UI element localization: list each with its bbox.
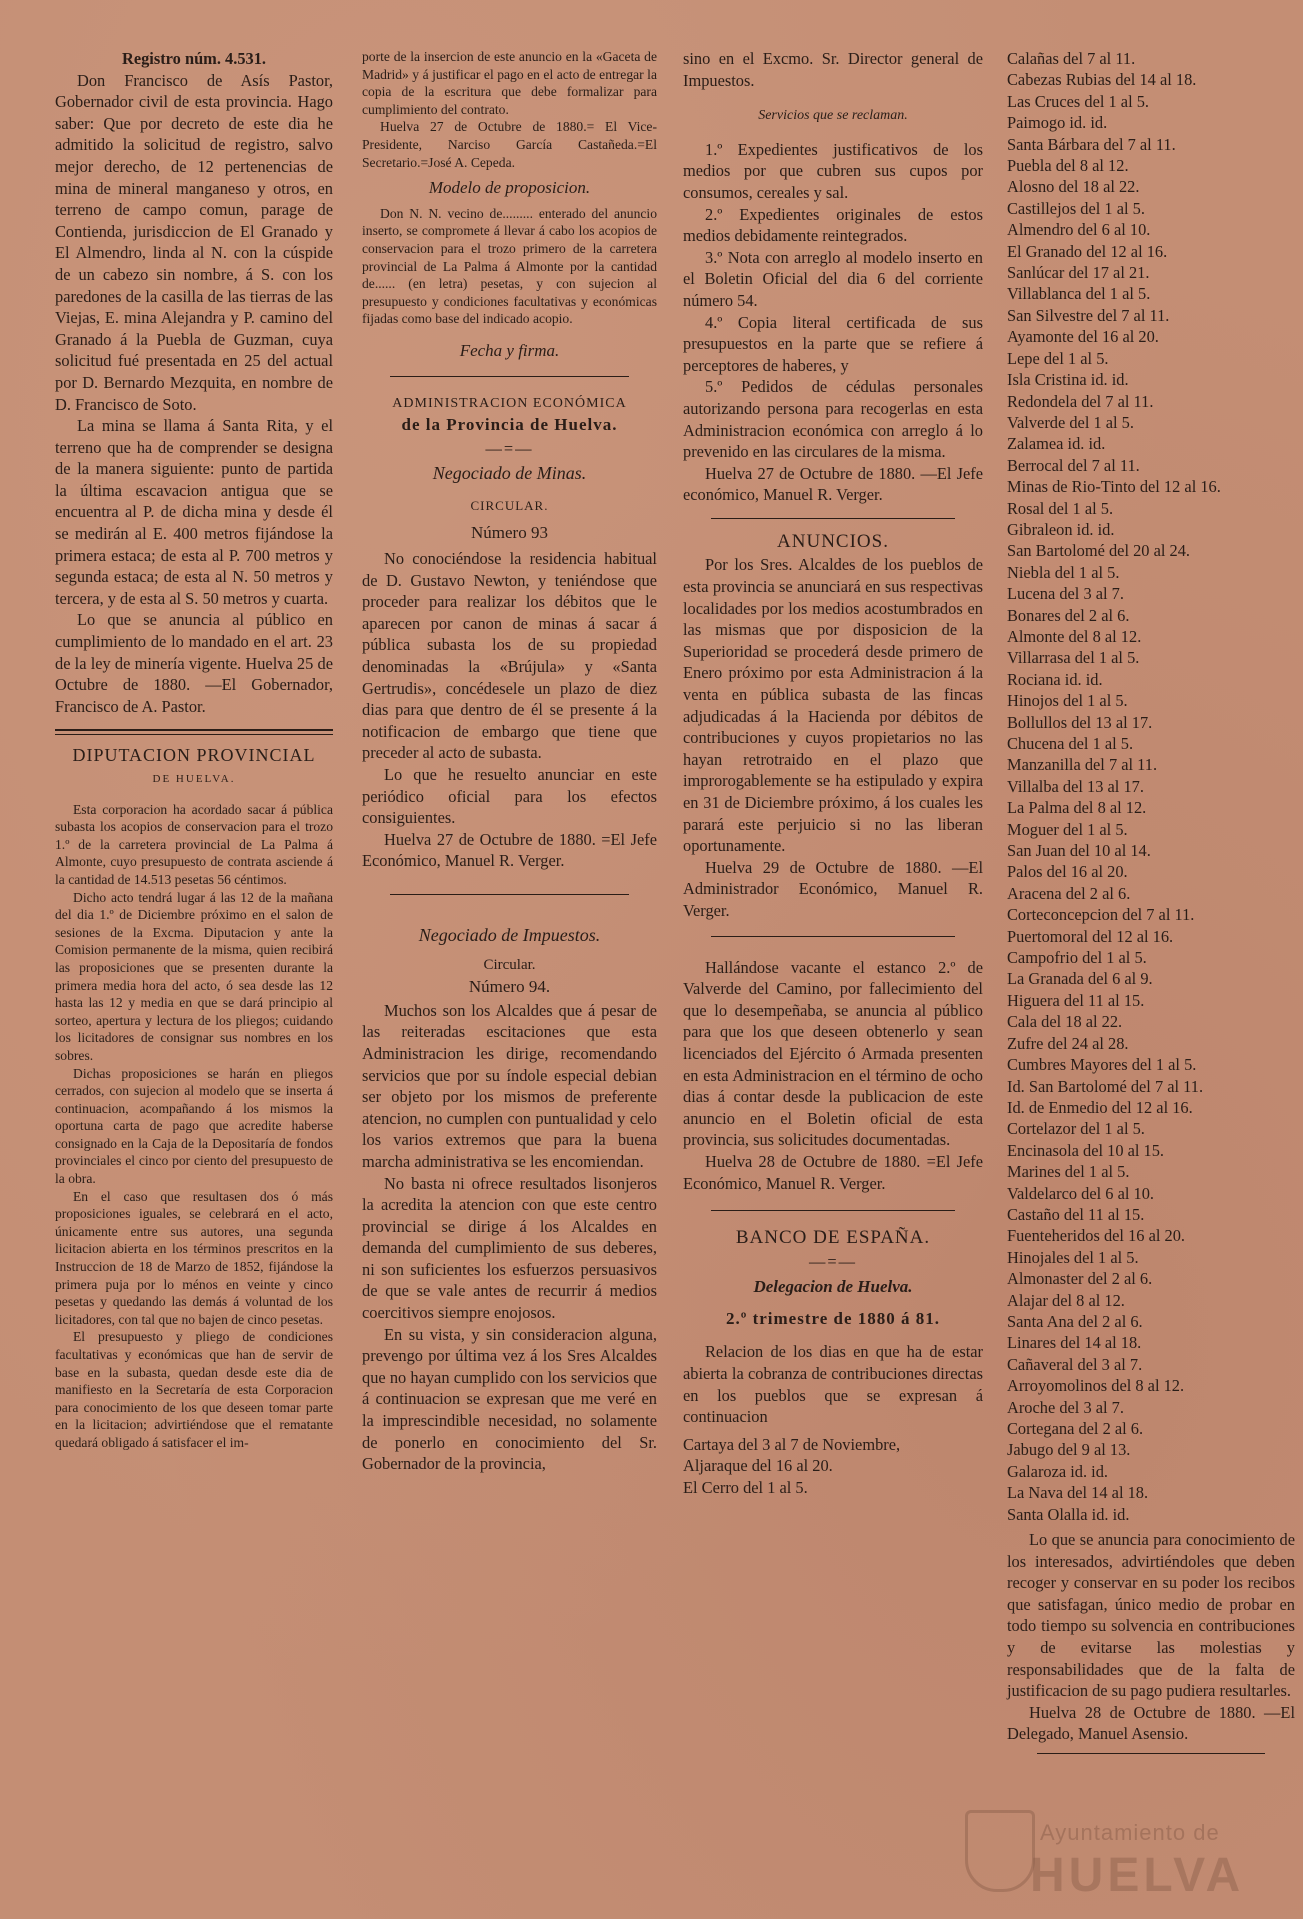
town-entry: Rociana id. id.	[1007, 669, 1103, 689]
town-entry: Almendro del 6 al 10.	[1007, 220, 1151, 240]
town-entry: Santa Ana del 2 al 6.	[1007, 1311, 1143, 1331]
divider	[390, 894, 629, 895]
column-2	[362, 48, 657, 1475]
town-entry: Sanlúcar del 17 al 21.	[1007, 263, 1150, 283]
town-entry: Higuera del 11 al 15.	[1007, 990, 1145, 1010]
town-entry: Alosno del 18 al 22.	[1007, 177, 1140, 197]
divider	[711, 1210, 955, 1211]
town-entry: Zalamea id. id.	[1007, 434, 1106, 454]
anuncia-text: Lo que se anuncia al público en cumplimiento de lo mandado en el art. 23 de la ley de minería vigente. Huelva 25 de Octubre de 1880. —El Gobernador, Francisco de A. Pastor.	[55, 610, 333, 716]
town-entry: La Nava del 14 al 18.	[1007, 1483, 1149, 1503]
town-entry: Santa Bárbara del 7 al 11.	[1007, 134, 1176, 154]
town-entry: Isla Cristina id. id.	[1007, 370, 1129, 390]
town-entry: Cala del 18 al 22.	[1007, 1012, 1123, 1032]
town-entry: Castaño del 11 al 15.	[1007, 1204, 1145, 1224]
column-1	[55, 48, 333, 1452]
town-entry: Campofrio del 1 al 5.	[1007, 948, 1147, 968]
diputacion-paragraph: El presupuesto y pliego de condiciones facultativas y económicas que han de servir de base en la subasta, quedan desde este dia de manifiesto en la Secretaría de esta Corporacion para conocimiento de los que deseen tomar parte en la licitacion; advirtiéndose que el rematante quedará obligado á satisfacer el im-	[55, 1329, 333, 1450]
town-entry: Manzanilla del 7 al 11.	[1007, 755, 1158, 775]
column-4	[1007, 48, 1295, 1754]
circular-label: Circular.	[483, 956, 536, 973]
divider	[1037, 1753, 1265, 1754]
town-entry: Cañaveral del 3 al 7.	[1007, 1354, 1143, 1374]
town-entry: Cartaya del 3 al 7 de Noviembre,	[683, 1434, 901, 1454]
servicio-item: 2.º Expedientes originales de estos medios debidamente reintegrados.	[683, 204, 983, 246]
column-3	[683, 48, 983, 1498]
servicio-item: 5.º Pedidos de cédulas personales autorizando persona para recogerlas en esta Administracion económica con arreglo á lo prevenido en las circulares de la misma.	[683, 377, 983, 462]
town-entry: Linares del 14 al 18.	[1007, 1333, 1142, 1353]
impuestos-paragraph: Muchos son los Alcaldes que á pesar de las reiteradas escitaciones que esta Administracion les dirige, recomendando servicios que por su índole especial debian ser objeto por los mismos de preferente atencion, no cumplen con puntualidad y celo los varios extremos que para la buena marcha administrativa se les encomiendan.	[362, 1000, 657, 1171]
diputacion-paragraph: Dichas proposiciones se harán en pliegos cerrados, con sujecion al modelo que se inserta á continuacion, acompañando á los mismos la oportuna carta de pago que acredite haberse consignado en la Caja de la Depositaría de fondos provinciales el cinco por ciento del presupuesto de la obra.	[55, 1065, 333, 1187]
servicio-item: 4.º Copia literal certificada de sus presupuestos en la parte que se refiere á perceptores de haberes, y	[683, 312, 983, 375]
servicio-item: 1.º Expedientes justificativos de los medios por que cubren sus cupos por consumos, cereales y sal.	[683, 139, 983, 202]
town-entry: Villalba del 13 al 17.	[1007, 776, 1144, 796]
town-entry: Cumbres Mayores del 1 al 5.	[1007, 1055, 1197, 1075]
anuncio-signature: Huelva 29 de Octubre de 1880. —El Administrador Económico, Manuel R. Verger.	[683, 857, 983, 920]
diputacion-subtitle: DE HUELVA.	[152, 773, 236, 785]
town-entry: Puebla del 8 al 12.	[1007, 156, 1129, 176]
town-entry: Cabezas Rubias del 14 al 18.	[1007, 70, 1197, 90]
town-entry: Alajar del 8 al 12.	[1007, 1290, 1125, 1310]
town-entry: Rosal del 1 al 5.	[1007, 498, 1114, 518]
minas-signature: Huelva 27 de Octubre de 1880. =El Jefe Económico, Manuel R. Verger.	[362, 829, 657, 871]
estanco-signature: Huelva 28 de Octubre de 1880. =El Jefe Económico, Manuel R. Verger.	[683, 1151, 983, 1193]
town-entry: Berrocal del 7 al 11.	[1007, 455, 1140, 475]
town-entry: Lepe del 1 al 5.	[1007, 348, 1109, 368]
town-entry: Bollullos del 13 al 17.	[1007, 712, 1153, 732]
town-entry: Chucena del 1 al 5.	[1007, 734, 1134, 753]
town-entry: Lucena del 3 al 7.	[1007, 584, 1124, 604]
town-entry: Moguer del 1 al 5.	[1007, 819, 1128, 839]
town-entry: Gibraleon id. id.	[1007, 519, 1115, 539]
town-entry: Valdelarco del 6 al 10.	[1007, 1183, 1155, 1203]
divider	[711, 518, 955, 519]
circular-label: CIRCULAR.	[470, 497, 549, 513]
town-entry: Palos del 16 al 20.	[1007, 862, 1128, 882]
watermark-line-2: HUELVA	[1030, 1849, 1245, 1902]
servicios-title: Servicios que se reclaman.	[758, 108, 908, 124]
town-entry: Cortelazor del 1 al 5.	[1007, 1119, 1145, 1139]
diputacion-paragraph: En el caso que resultasen dos ó más proposiciones iguales, se celebrará en el acto, únicamente entre sus autores, una segunda licitacion abierta en los términos prescritos en la Instruccion de 18 de Marzo de 1852, fijándose la primera puja por lo ménos en veinte y cinco pesetas y quedando las demás á voluntad de los licitadores, con tal que no bajen de cinco pesetas.	[55, 1188, 333, 1327]
town-entry: Arroyomolinos del 8 al 12.	[1007, 1376, 1185, 1396]
numero-93: Número 93	[471, 523, 548, 543]
town-entry: Almonaster del 2 al 6.	[1007, 1269, 1153, 1289]
admin-title: ADMINISTRACION ECONÓMICA	[392, 395, 627, 411]
minas-paragraph: No conociéndose la residencia habitual de D. Gustavo Newton, y teniéndose que proceder para realizar los débitos que le aparecen por canon de minas á sacar á pública subasta los de su propiedad denominadas la «Brújula» y «Santa Gertrudis», concédesele un plazo de diez dias para que dentro de él se presente á la notificacion de embargo que tiene que preceder al acto de subasta.	[362, 549, 657, 763]
town-entry: Fuenteheridos del 16 al 20.	[1007, 1226, 1185, 1246]
town-entry: Id. San Bartolomé del 7 al 11.	[1007, 1076, 1204, 1096]
town-entry: Almonte del 8 al 12.	[1007, 626, 1142, 646]
impuestos-paragraph: En su vista, y sin consideracion alguna, prevengo por última vez á los Sres Alcaldes que no hayan cumplido con los servicios que á continuacion se expresan que me veré en la imprescindible necesidad, no solamente de ponerlo en conocimiento del Sr. Gobernador de la provincia,	[362, 1324, 657, 1474]
modelo-title: Modelo de proposicion.	[428, 178, 591, 198]
town-entry: Redondela del 7 al 11.	[1007, 391, 1154, 411]
continuation-paragraph: porte de la insercion de este anuncio en la «Gaceta de Madrid» y á justificar el pago en el acto de entregar la copia de la escritura que debe formalizar para cumplimiento del contrato.	[362, 49, 657, 117]
town-entry: Bonares del 2 al 6.	[1007, 605, 1130, 625]
town-entry: Zufre del 24 al 28.	[1007, 1033, 1129, 1053]
estanco-paragraph: Hallándose vacante el estanco 2.º de Valverde del Camino, por fallecimiento del que lo desempeñaba, se anuncia al público para que los que deseen obtenerlo y sean licenciados del Ejército ó Armada presenten en esta Administracion en el término de ocho dias á contar desde la publicacion de este anuncio en el Boletin oficial de esta provincia, sus solicitudes documentadas.	[683, 957, 983, 1150]
town-entry: Galaroza id. id.	[1007, 1461, 1109, 1481]
town-entry: Castillejos del 1 al 5.	[1007, 198, 1145, 218]
town-entry: Aracena del 2 al 6.	[1007, 883, 1131, 903]
town-entry: Villarrasa del 1 al 5.	[1007, 648, 1140, 668]
town-entry: Puertomoral del 12 al 16.	[1007, 926, 1174, 946]
town-entry: San Bartolomé del 20 al 24.	[1007, 541, 1190, 561]
negociado-impuestos: Negociado de Impuestos.	[418, 924, 601, 945]
town-entry: El Cerro del 1 al 5.	[683, 1477, 808, 1497]
town-entry: Marines del 1 al 5.	[1007, 1162, 1130, 1182]
town-entry: La Granada del 6 al 9.	[1007, 969, 1153, 989]
diputacion-paragraph: Esta corporacion ha acordado sacar á pública subasta los acopios de conservacion para el trozo 1.º de la carretera provincial de La Palma á Almonte, cuyo presupuesto de contrata asciende á la cantidad de 14.513 pesetas 56 céntimos.	[55, 801, 333, 887]
continuation-paragraph: sino en el Excmo. Sr. Director general de Impuestos.	[683, 49, 983, 90]
diputacion-title: DIPUTACION PROVINCIAL	[72, 745, 316, 766]
separator: —=—	[485, 438, 534, 458]
anuncio-paragraph: Por los Sres. Alcaldes de los pueblos de esta provincia se anunciará en sus respectivas localidades por los medios acostumbrados en las mismas que por disposicion de la Superioridad se procederá desde primero de Enero próximo por esta Administracion á la venta en pública subasta de las fincas adjudicadas á la Hacienda por débitos de contribuciones y cuyos propietarios no las hayan retrotraido en el plazo que improrogablemente se ha estipulado y expira en 31 de Diciembre próximo, á los cuales les parará este perjuicio si no las liberan oportunamente.	[683, 555, 983, 856]
town-entry: Aljaraque del 16 al 20.	[683, 1456, 833, 1476]
town-entry: Hinojos del 1 al 5.	[1007, 691, 1128, 711]
admin-subtitle: de la Provincia de Huelva.	[401, 415, 618, 435]
negociado-minas: Negociado de Minas.	[432, 463, 587, 484]
double-rule	[55, 729, 333, 735]
town-entry: La Palma del 8 al 12.	[1007, 798, 1147, 818]
town-entry: Santa Olalla id. id.	[1007, 1504, 1130, 1524]
numero-94: Número 94.	[468, 977, 551, 997]
separator: —=—	[808, 1251, 858, 1271]
town-entry: Aroche del 3 al 7.	[1007, 1397, 1124, 1417]
town-entry: Hinojales del 1 al 5.	[1007, 1247, 1139, 1267]
town-entry: Niebla del 1 al 5.	[1007, 562, 1120, 582]
modelo-text: Don N. N. vecino de......... enterado del anuncio inserto, se compromete á llevar á cabo los acopios de conservacion para el trozo primero de la carretera provincial de La Palma á Almonte por la cantidad de...... (en letra) pesetas, y con sujecion al presupuesto y condiciones facultativas y económicas fijadas como base del indicado acopio.	[362, 205, 657, 327]
impuestos-paragraph: No basta ni ofrece resultados lisonjeros la acredita la atencion con que este centro provincial se dirige á los Alcaldes en demanda del cumplimiento de sus deberes, ni son suficientes los esfuerzos persuasivos de que se vale antes de recurrir á medios coercitivos siempre enojosos.	[362, 1173, 657, 1323]
delegacion-title: Delegacion de Huelva.	[753, 1277, 913, 1297]
town-list	[1007, 48, 1295, 1525]
town-entry: Corteconcepcion del 7 al 11.	[1007, 905, 1195, 925]
servicios-signature: Huelva 27 de Octubre de 1880. —El Jefe económico, Manuel R. Verger.	[683, 463, 983, 505]
servicio-item: 3.º Nota con arreglo al modelo inserto en el Boletin Oficial del dia 6 del corriente número 54.	[683, 247, 983, 310]
town-entry: Las Cruces del 1 al 5.	[1007, 91, 1150, 111]
trimestre-title: 2.º trimestre de 1880 á 81.	[725, 1308, 941, 1328]
town-entry: Paimogo id. id.	[1007, 113, 1108, 133]
town-entry: Valverde del 1 al 5.	[1007, 412, 1134, 432]
town-entry: Villablanca del 1 al 5.	[1007, 284, 1151, 304]
town-entry: San Silvestre del 7 al 11.	[1007, 305, 1170, 325]
anuncios-title: ANUNCIOS.	[777, 530, 889, 552]
shield-icon	[965, 1810, 1035, 1892]
town-entry: Cortegana del 2 al 6.	[1007, 1419, 1144, 1438]
relacion-paragraph: Relacion de los dias en que ha de estar abierta la cobranza de contribuciones directas en los pueblos que se expresan á continuacion	[683, 1342, 983, 1427]
signature-paragraph: Huelva 27 de Octubre de 1880.= El Vice-Presidente, Narciso García Castañeda.=El Secretario.=José A. Cepeda.	[362, 119, 657, 170]
minas-paragraph: Lo que he resuelto anunciar en este periódico oficial para los efectos consiguientes.	[362, 765, 657, 828]
registro-text: Don Francisco de Asís Pastor, Gobernador civil de esta provincia. Hago saber: Que por decreto de este dia he admitido la solicitud de registro, salvo mejor derecho, de 12 pertenencias de mina de mineral manganeso y otros, en terreno de campo comun, parage de Contienda, jurisdiccion de El Granado y El Almendro, linda al N. con la cúspide de un cabezo sin nombre, á S. con los paredones de la casilla de las tierras de las Viejas, E. mina Alejandra y P. camino del Granado á la Puebla de Guzman, cuya solicitud fué presentada en 25 del actual por D. Bernardo Mezquita, en nombre de D. Francisco de Soto.	[55, 70, 333, 414]
town-entry: Ayamonte del 16 al 20.	[1007, 327, 1159, 347]
town-entry: Encinasola del 10 al 15.	[1007, 1140, 1165, 1160]
closing-paragraph: Lo que se anuncia para conocimiento de los interesados, advirtiéndoles que deben recoger y conservar en su poder los recibos que satisfagan, único medio de probar en todo tiempo su solvencia en contribuciones y de evitarse las molestias y responsabilidades que de la falta de justificacion de su pago pudiera resultarles.	[1007, 1530, 1295, 1701]
closing-signature: Huelva 28 de Octubre de 1880. —El Delegado, Manuel Asensio.	[1007, 1702, 1295, 1744]
divider	[711, 936, 955, 937]
registro-title: Registro núm. 4.531.	[121, 49, 267, 68]
banco-title: BANCO DE ESPAÑA.	[735, 1227, 931, 1249]
watermark-line-1: Ayuntamiento de	[1040, 1820, 1220, 1845]
fecha-firma: Fecha y firma.	[459, 340, 560, 360]
mina-text: La mina se llama á Santa Rita, y el terreno que ha de comprender se designa de la manera siguiente: punto de partida la última escavacion antigua que se encuentra al P. de dicha mina y desde él se medirán al E. 400 metros fijándose la primera estaca; de esta al P. 700 metros y segunda estaca; de esta al N. 50 metros y tercera, y de esta al S. 50 metros y cuarta.	[55, 416, 333, 608]
town-entry: El Granado del 12 al 16.	[1007, 241, 1168, 261]
town-entry: San Juan del 10 al 14.	[1007, 841, 1151, 861]
town-entry: Jabugo del 9 al 13.	[1007, 1440, 1131, 1460]
town-entry: Minas de Rio-Tinto del 12 al 16.	[1007, 477, 1221, 497]
town-entry: Calañas del 7 al 11.	[1007, 49, 1136, 68]
town-entry: Id. de Enmedio del 12 al 16.	[1007, 1097, 1193, 1117]
divider	[390, 376, 629, 377]
diputacion-paragraph: Dicho acto tendrá lugar á las 12 de la mañana del dia 1.º de Diciembre próximo en el salon de sesiones de la Excma. Diputacion y ante la Comision permanente de la misma, quien recibirá las proposiciones que se presenten durante la primera media hora del acto, ó sea desde las 12 hasta las 12 y media en que se dará principio al sorteo, apertura y lectura de los pliegos; cuidando los licitadores de consignar sus nombres en los sobres.	[55, 889, 333, 1063]
